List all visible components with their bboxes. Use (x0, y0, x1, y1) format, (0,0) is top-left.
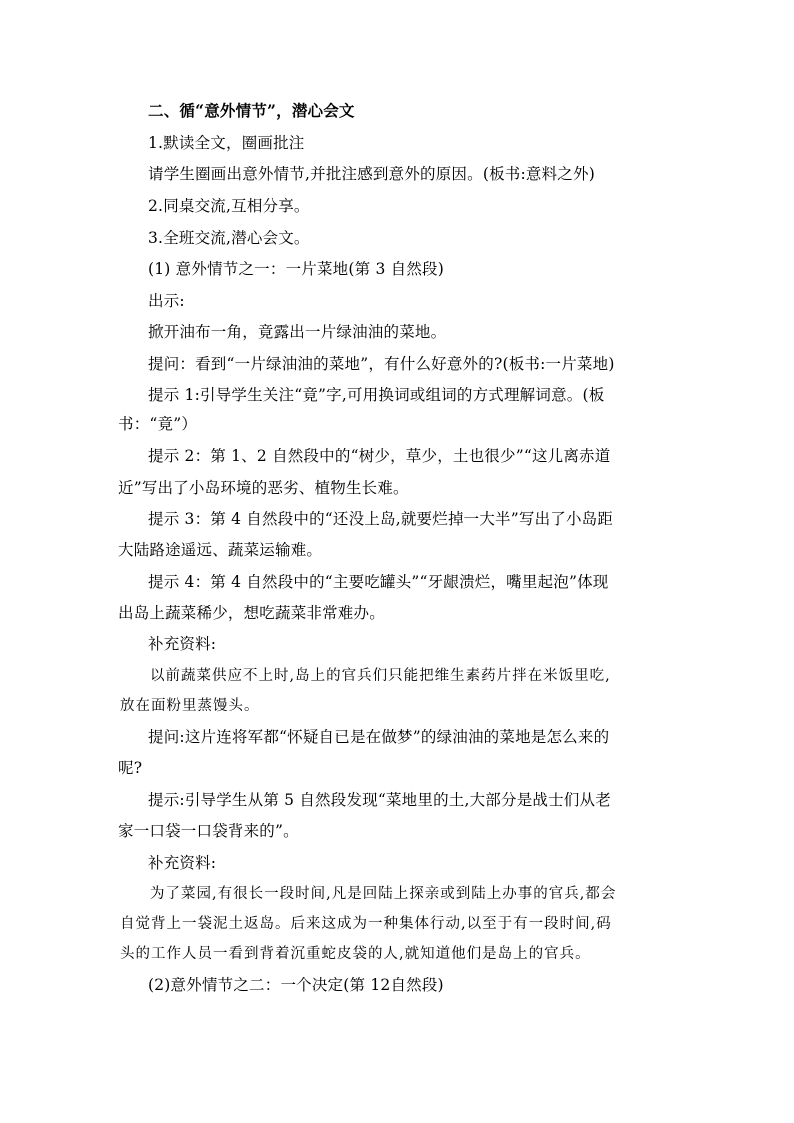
section-heading: 二、循“意外情节”，潜心会文 (148, 101, 355, 120)
step-1-detail: 请学生圈画出意外情节,并批注感到意外的原因。(板书:意料之外) (148, 165, 595, 183)
hint-4-line-2: 出岛上蔬菜稀少，想吃蔬菜非常难办。 (118, 604, 385, 622)
supplement-1-line-2: 放在面粉里蒸馒头。 (120, 698, 260, 714)
step-3: 3.全班交流,潜心会文。 (148, 229, 310, 247)
show-text: 掀开油布一角，竟露出一片绿油油的菜地。 (148, 323, 447, 341)
hint-1-line-2: 书：“竟”） (118, 415, 198, 433)
supplement-2-line-2: 自觉背上一袋泥土返岛。后来这成为一种集体行动,以至于有一段时间,码 (120, 916, 612, 932)
supplement-2-label: 补充资料: (148, 854, 217, 872)
supplement-2-line-3: 头的工作人员一看到背着沉重蛇皮袋的人,就知道他们是岛上的官兵。 (120, 946, 591, 962)
question-2-line-1: 提问:这片连将军都“怀疑自已是在做梦”的绿油油的菜地是怎么来的 (148, 728, 610, 746)
hint-2-line-1: 提示 2：第 1、2 自然段中的“树少，草少，土也很少”“这儿离赤道 (148, 447, 611, 465)
hint-3-line-2: 大陆路途遥远、蔬菜运输难。 (118, 541, 323, 559)
question-1: 提问：看到“一片绿油油的菜地”，有什么好意外的?(板书:一片菜地) (148, 355, 615, 373)
hint-2-line-2: 近”写出了小岛环境的恶劣、植物生长难。 (118, 479, 409, 497)
step-1: 1.默读全文，圈画批注 (148, 134, 305, 152)
hint-1-line-1: 提示 1:引导学生关注“竟”字,可用换词或组词的方式理解词意。(板 (148, 386, 605, 404)
supplement-1-line-1: 以前蔬菜供应不上时,岛上的官兵们只能把维生素药片拌在米饭里吃, (150, 668, 611, 684)
part-1-title: (1) 意外情节之一：一片菜地(第 3 自然段) (148, 260, 444, 278)
supplement-1-label: 补充资料: (148, 635, 217, 653)
hint-5-line-2: 家一口袋一口袋背来的”。 (118, 822, 299, 840)
hint-5-line-1: 提示:引导学生从第 5 自然段发现“菜地里的土,大部分是战士们从老 (148, 791, 611, 809)
question-2-line-2: 呢? (118, 759, 143, 777)
part-2-title: (2)意外情节之二：一个决定(第 12自然段) (148, 976, 444, 994)
hint-3-line-1: 提示 3：第 4 自然段中的“还没上岛,就要烂掉一大半”写出了小岛距 (148, 510, 614, 528)
step-2: 2.同桌交流,互相分享。 (148, 197, 310, 215)
hint-4-line-1: 提示 4：第 4 自然段中的“主要吃罐头”“牙龈溃烂，嘴里起泡”体现 (148, 573, 609, 591)
show-label: 出示: (148, 292, 185, 310)
supplement-2-line-1: 为了菜园,有很长一段时间,凡是回陆上探亲或到陆上办事的官兵,都会 (150, 886, 617, 902)
